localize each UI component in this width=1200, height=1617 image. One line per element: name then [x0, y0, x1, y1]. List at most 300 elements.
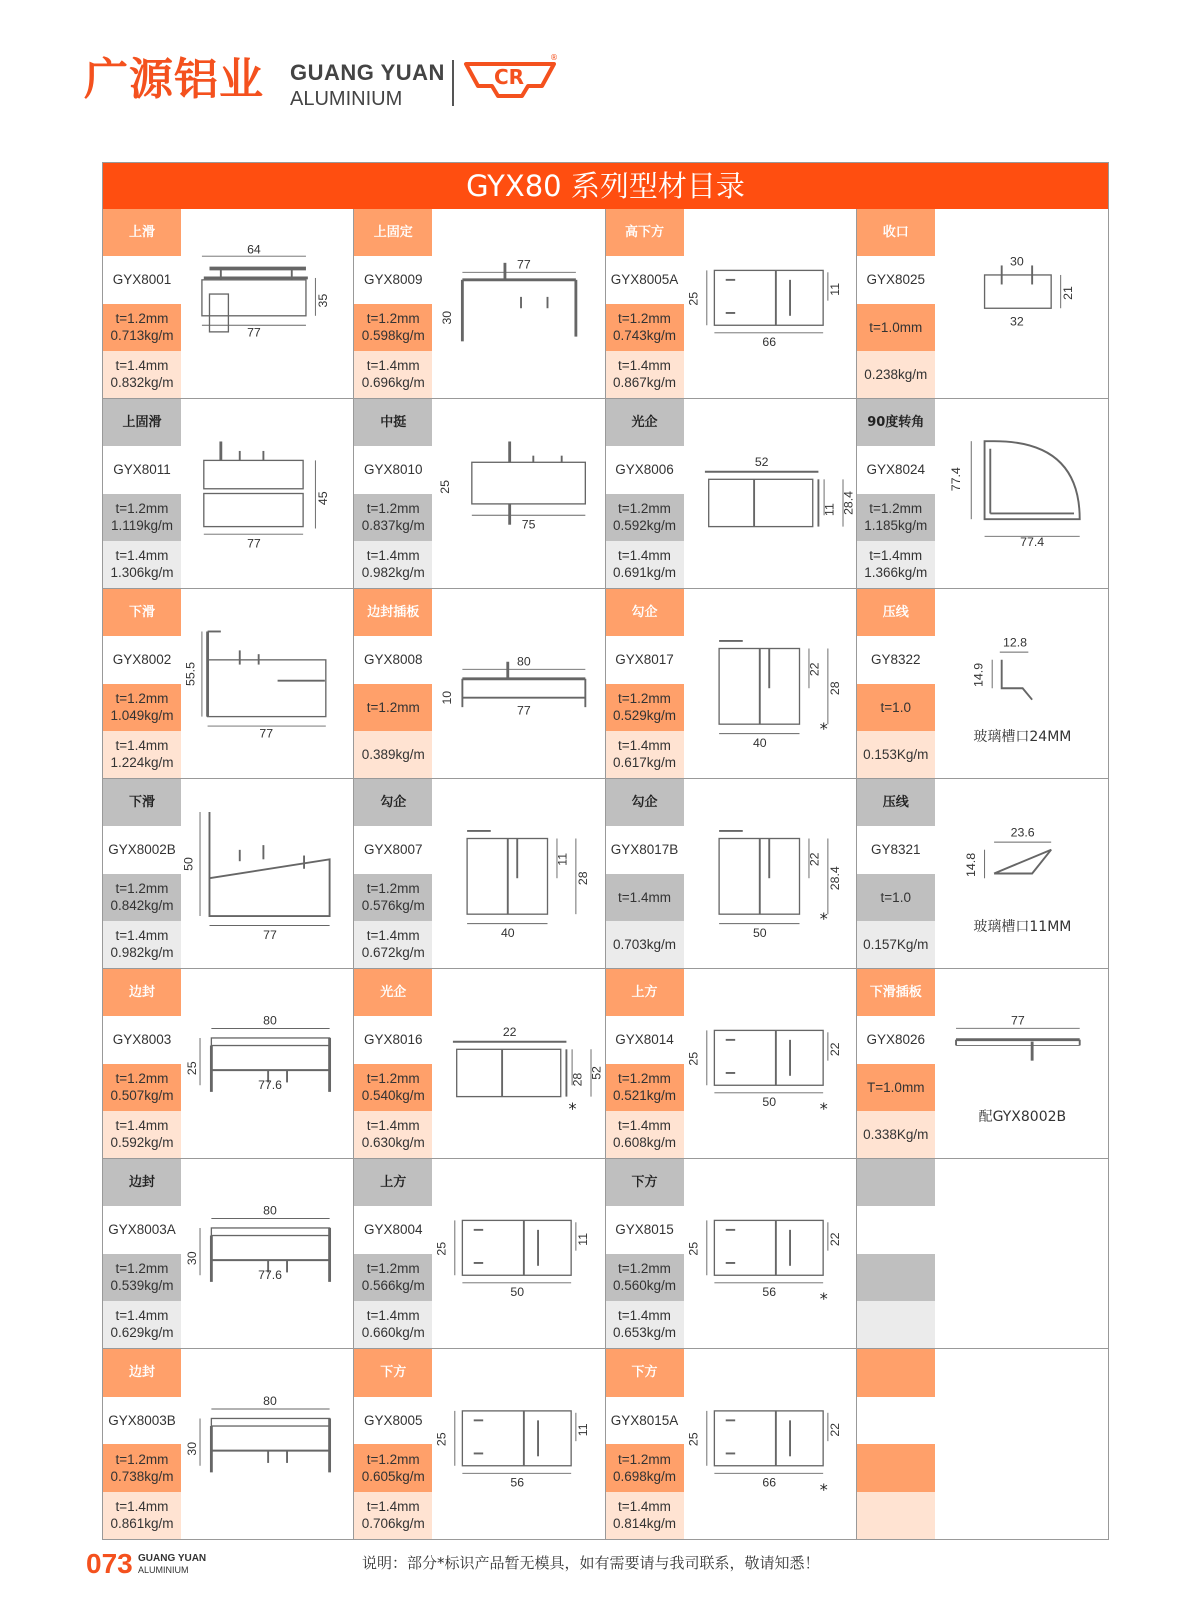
profile-cross-section	[434, 1159, 604, 1348]
dimension-label: 50	[752, 925, 767, 940]
product-info-column	[103, 969, 181, 1158]
product-spec-2: t=1.4mm 0.629kg/m	[103, 1301, 181, 1348]
product-name: 下滑	[103, 589, 181, 636]
product-info-column	[606, 209, 684, 398]
product-card	[354, 589, 605, 779]
dimension-label: 28	[576, 871, 591, 886]
dimension-label: 11	[822, 503, 837, 516]
dimension-label: 11	[555, 852, 570, 866]
no-mold-star-mark: *	[819, 1289, 828, 1308]
product-spec-1: t=1.2mm 0.507kg/m	[103, 1064, 181, 1111]
product-spec-1	[857, 1254, 935, 1301]
product-info-column	[354, 1349, 432, 1539]
product-spec-2: t=1.4mm 0.982kg/m	[103, 921, 181, 968]
profile-cross-section	[937, 399, 1108, 588]
product-code: GYX8003	[103, 1016, 181, 1063]
product-card	[606, 969, 857, 1159]
product-spec-1: t=1.2mm 0.738kg/m	[103, 1444, 181, 1492]
profile-drawing	[686, 209, 856, 398]
product-code: GYX8009	[354, 256, 432, 303]
dimension-label: 11	[576, 1232, 591, 1246]
product-card	[103, 1349, 354, 1539]
product-spec-2: t=1.4mm 1.306kg/m	[103, 541, 181, 588]
product-spec-1: t=1.2mm 0.521kg/m	[606, 1064, 684, 1111]
registered-mark: ®	[550, 53, 558, 62]
product-info-column	[103, 779, 181, 968]
dimension-label: 66	[761, 335, 776, 350]
dimension-label: 32	[1009, 314, 1024, 329]
no-mold-star-mark: *	[819, 1480, 828, 1499]
product-card	[354, 1349, 605, 1539]
product-info-column	[606, 779, 684, 968]
product-name: 勾企	[354, 779, 432, 826]
dimension-label: 25	[438, 480, 453, 494]
product-name: 收口	[857, 209, 935, 256]
profile-drawing	[937, 969, 1108, 1158]
dimension-label: 21	[1060, 286, 1075, 300]
product-spec-2: t=1.4mm 0.617kg/m	[606, 731, 684, 778]
dimension-label: 22	[806, 662, 821, 677]
product-info-column	[606, 589, 684, 778]
product-code	[857, 1397, 935, 1445]
dimension-label: 28.4	[840, 491, 855, 515]
product-code: GYX8002B	[103, 826, 181, 873]
product-spec-2: t=1.4mm 0.691kg/m	[606, 541, 684, 588]
product-info-column	[354, 779, 432, 968]
product-spec-2: t=1.4mm 0.867kg/m	[606, 351, 684, 398]
product-code: GY8321	[857, 826, 935, 873]
dimension-label: 40	[752, 735, 767, 750]
dimension-label: 25	[685, 1241, 700, 1256]
product-spec-1: t=1.2mm 0.842kg/m	[103, 874, 181, 921]
profile-cross-section	[686, 779, 856, 968]
dimension-label: 25	[685, 291, 700, 306]
product-info-column	[857, 969, 935, 1158]
dimension-label: 77.6	[258, 1078, 282, 1093]
product-name: 上方	[354, 1159, 432, 1206]
product-code: GYX8016	[354, 1016, 432, 1063]
dimension-label: 25	[434, 1241, 449, 1256]
product-name: 勾企	[606, 589, 684, 636]
product-spec-2: 0.153Kg/m	[857, 731, 935, 778]
product-info-column	[857, 1349, 935, 1539]
dimension-label: 50	[761, 1095, 776, 1110]
profile-cross-section	[937, 779, 1108, 968]
dimension-label: 14.9	[971, 662, 986, 687]
profile-cross-section	[937, 589, 1108, 778]
product-spec-2: 0.238kg/m	[857, 351, 935, 398]
profile-drawing	[686, 1159, 856, 1348]
product-info-column	[857, 589, 935, 778]
dimension-label: 22	[503, 1025, 517, 1040]
product-card	[354, 969, 605, 1159]
product-info-column	[857, 779, 935, 968]
dimension-label: 14.8	[963, 852, 978, 877]
product-code: GYX8001	[103, 256, 181, 303]
product-card	[857, 209, 1108, 399]
product-info-column	[354, 589, 432, 778]
profile-drawing	[183, 1349, 353, 1539]
product-info-column	[606, 1159, 684, 1348]
product-name: 上方	[606, 969, 684, 1016]
profile-drawing	[183, 1159, 353, 1348]
dimension-label: 77	[259, 726, 274, 741]
dimension-label: 25	[185, 1061, 200, 1076]
product-spec-2: 0.703kg/m	[606, 921, 684, 968]
product-info-column	[857, 1159, 935, 1348]
product-card	[103, 779, 354, 969]
no-mold-star-mark: *	[819, 719, 828, 738]
dimension-label: 64	[247, 242, 261, 257]
profile-drawing	[183, 779, 353, 968]
profile-drawing	[686, 589, 856, 778]
profile-drawing	[937, 1159, 1108, 1348]
product-spec-2	[857, 1301, 935, 1348]
product-card	[857, 1349, 1108, 1539]
dimension-label: 22	[827, 1232, 842, 1247]
product-card	[354, 1159, 605, 1349]
profile-cross-section	[686, 399, 856, 588]
dimension-label: 80	[517, 654, 531, 669]
product-spec-1: t=1.2mm 1.049kg/m	[103, 684, 181, 731]
product-spec-2: t=1.4mm 1.224kg/m	[103, 731, 181, 778]
footer-brand: GUANG YUAN	[138, 1553, 207, 1564]
product-spec-1: t=1.2mm 0.560kg/m	[606, 1254, 684, 1301]
dimension-label: 11	[827, 282, 842, 296]
product-name: 上固定	[354, 209, 432, 256]
product-code: GYX8017	[606, 636, 684, 683]
dimension-label: 77	[517, 703, 531, 718]
product-name: 边封	[103, 1349, 181, 1397]
product-spec-1: t=1.0mm	[857, 304, 935, 351]
profile-drawing	[937, 399, 1108, 588]
product-name: 勾企	[606, 779, 684, 826]
dimension-label: 45	[315, 491, 330, 506]
dimension-label: 22	[806, 852, 821, 867]
page-number: 073	[86, 1548, 133, 1579]
dimension-label: 25	[685, 1432, 700, 1447]
dimension-label: 80	[263, 1394, 277, 1409]
product-code: GYX8008	[354, 636, 432, 683]
product-code: GYX8024	[857, 446, 935, 493]
product-spec-1: t=1.2mm 1.119kg/m	[103, 494, 181, 541]
product-spec-1: t=1.2mm 0.605kg/m	[354, 1444, 432, 1492]
brand-divider	[452, 60, 454, 106]
profile-drawing	[434, 399, 604, 588]
glass-slot-note: 玻璃槽口11MM	[973, 919, 1072, 935]
product-spec-1: t=1.0	[857, 874, 935, 921]
profile-cross-section	[686, 1349, 856, 1539]
product-name: 压线	[857, 589, 935, 636]
dimension-label: 77.4	[948, 467, 963, 492]
profile-cross-section	[686, 1159, 856, 1348]
dimension-label: 28	[827, 681, 842, 696]
glass-slot-note: 玻璃槽口24MM	[973, 729, 1072, 745]
profile-drawing	[686, 969, 856, 1158]
product-name: 下方	[606, 1349, 684, 1397]
dimension-label: 75	[521, 517, 536, 532]
profile-drawing	[434, 779, 604, 968]
product-card	[857, 779, 1108, 969]
dimension-label: 80	[263, 1013, 277, 1028]
profile-drawing	[937, 1349, 1108, 1539]
product-card	[606, 399, 857, 589]
profile-cross-section	[183, 969, 353, 1158]
product-info-column	[354, 969, 432, 1158]
product-code: GYX8026	[857, 1016, 935, 1063]
profile-cross-section	[183, 209, 353, 398]
product-catalog-table	[102, 162, 1109, 1540]
product-name: 下方	[606, 1159, 684, 1206]
product-spec-1: t=1.2mm 0.837kg/m	[354, 494, 432, 541]
profile-drawing	[183, 209, 353, 398]
profile-cross-section	[183, 779, 353, 968]
no-mold-star-mark: *	[568, 1099, 577, 1118]
brand-subtitle-en: ALUMINIUM	[290, 88, 403, 110]
product-name: 光企	[606, 399, 684, 446]
dimension-label: 28.4	[827, 866, 842, 891]
product-card	[103, 969, 354, 1159]
product-card	[103, 209, 354, 399]
product-name	[857, 1349, 935, 1397]
glass-slot-note: 配GYX8002B	[978, 1109, 1067, 1125]
product-card	[606, 209, 857, 399]
product-spec-2: t=1.4mm 0.696kg/m	[354, 351, 432, 398]
dimension-label: 77.4	[1019, 534, 1044, 549]
product-spec-1: t=1.2mm 1.185kg/m	[857, 494, 935, 541]
product-spec-1: t=1.0	[857, 684, 935, 731]
product-name: 边封	[103, 969, 181, 1016]
dimension-label: 25	[685, 1051, 700, 1066]
profile-drawing	[937, 589, 1108, 778]
profile-cross-section	[937, 969, 1108, 1158]
product-name: 高下方	[606, 209, 684, 256]
product-card	[103, 589, 354, 779]
product-spec-2	[857, 1492, 935, 1540]
dimension-label: 80	[263, 1203, 277, 1218]
svg-text:CR: CR	[494, 65, 525, 89]
product-info-column	[103, 1349, 181, 1539]
product-info-column	[606, 969, 684, 1158]
dimension-label: 30	[185, 1441, 200, 1456]
product-card	[857, 1159, 1108, 1349]
profile-drawing	[686, 779, 856, 968]
product-spec-2: t=1.4mm 0.630kg/m	[354, 1111, 432, 1158]
profile-cross-section	[686, 209, 856, 398]
dimension-label: 22	[827, 1042, 842, 1057]
profile-drawing	[183, 969, 353, 1158]
profile-drawing	[183, 589, 353, 778]
product-code: GYX8005A	[606, 256, 684, 303]
product-spec-2: t=1.4mm 0.832kg/m	[103, 351, 181, 398]
product-code: GYX8003B	[103, 1397, 181, 1445]
profile-cross-section	[937, 1349, 1108, 1539]
dimension-label: 56	[510, 1475, 525, 1490]
product-spec-1: t=1.2mm 0.540kg/m	[354, 1064, 432, 1111]
profile-cross-section	[434, 969, 604, 1158]
profile-drawing	[686, 399, 856, 588]
dimension-label: 50	[510, 1285, 525, 1300]
product-spec-2: t=1.4mm 0.982kg/m	[354, 541, 432, 588]
product-card	[606, 1159, 857, 1349]
product-name: 边封插板	[354, 589, 432, 636]
profile-drawing	[434, 1159, 604, 1348]
product-name	[857, 1159, 935, 1206]
product-code: GYX8011	[103, 446, 181, 493]
dimension-label: 11	[576, 1423, 591, 1437]
product-spec-2: t=1.4mm 0.608kg/m	[606, 1111, 684, 1158]
profile-cross-section	[937, 1159, 1108, 1348]
dimension-label: 40	[501, 925, 515, 940]
dimension-label: 35	[315, 293, 330, 308]
product-spec-2: t=1.4mm 0.861kg/m	[103, 1492, 181, 1540]
product-name: 上滑	[103, 209, 181, 256]
dimension-label: 25	[434, 1432, 449, 1447]
dimension-label: 22	[827, 1422, 842, 1437]
product-name: 90度转角	[857, 399, 935, 446]
product-code: GYX8025	[857, 256, 935, 303]
dimension-label: 77	[263, 927, 277, 942]
product-code: GYX8014	[606, 1016, 684, 1063]
product-code: GYX8015A	[606, 1397, 684, 1445]
brand-header	[84, 50, 604, 120]
dimension-label: 12.8	[1002, 635, 1027, 650]
product-info-column	[103, 1159, 181, 1348]
product-card	[354, 779, 605, 969]
profile-cross-section	[937, 209, 1108, 398]
product-spec-2: t=1.4mm 0.592kg/m	[103, 1111, 181, 1158]
profile-cross-section	[434, 779, 604, 968]
product-card	[857, 969, 1108, 1159]
dimension-label: 10	[440, 690, 455, 705]
product-spec-1: T=1.0mm	[857, 1064, 935, 1111]
dimension-label: 56	[761, 1285, 776, 1300]
product-code: GYX8010	[354, 446, 432, 493]
product-info-column	[857, 209, 935, 398]
dimension-label: 23.6	[1010, 825, 1035, 840]
profile-drawing	[434, 969, 604, 1158]
product-spec-1: t=1.2mm	[354, 684, 432, 731]
product-code: GY8322	[857, 636, 935, 683]
product-spec-1: t=1.2mm 0.566kg/m	[354, 1254, 432, 1301]
product-name: 下方	[354, 1349, 432, 1397]
product-code: GYX8004	[354, 1206, 432, 1253]
product-spec-2: 0.157Kg/m	[857, 921, 935, 968]
product-info-column	[354, 399, 432, 588]
dimension-label: 28	[570, 1072, 585, 1087]
product-grid	[103, 209, 1108, 1539]
product-code: GYX8017B	[606, 826, 684, 873]
product-spec-2: t=1.4mm 0.660kg/m	[354, 1301, 432, 1348]
profile-cross-section	[686, 969, 856, 1158]
product-card	[354, 399, 605, 589]
product-spec-2: 0.338Kg/m	[857, 1111, 935, 1158]
product-info-column	[857, 399, 935, 588]
product-info-column	[103, 209, 181, 398]
dimension-label: 55.5	[183, 662, 198, 686]
product-info-column	[606, 1349, 684, 1539]
product-spec-2: 0.389kg/m	[354, 731, 432, 778]
profile-drawing	[434, 209, 604, 398]
product-info-column	[606, 399, 684, 588]
product-card	[354, 209, 605, 399]
product-spec-1: t=1.2mm 0.529kg/m	[606, 684, 684, 731]
dimension-label: 30	[185, 1251, 200, 1266]
profile-drawing	[434, 589, 604, 778]
profile-cross-section	[434, 1349, 604, 1539]
no-mold-star-mark: *	[819, 1099, 828, 1118]
profile-cross-section	[686, 589, 856, 778]
profile-cross-section	[434, 209, 604, 398]
product-spec-1: t=1.2mm 0.743kg/m	[606, 304, 684, 351]
product-code: GYX8006	[606, 446, 684, 493]
product-code: GYX8007	[354, 826, 432, 873]
product-name: 下滑	[103, 779, 181, 826]
product-info-column	[103, 399, 181, 588]
product-code: GYX8005	[354, 1397, 432, 1445]
dimension-label: 52	[754, 455, 769, 470]
product-spec-1: t=1.2mm 0.539kg/m	[103, 1254, 181, 1301]
product-spec-2: t=1.4mm 0.672kg/m	[354, 921, 432, 968]
profile-cross-section	[183, 1349, 353, 1539]
profile-drawing	[937, 209, 1108, 398]
dimension-label: 52	[589, 1066, 604, 1080]
brand-name-en: GUANG YUAN	[290, 60, 445, 85]
profile-drawing	[183, 399, 353, 588]
profile-cross-section	[183, 1159, 353, 1348]
product-code: GYX8003A	[103, 1206, 181, 1253]
profile-drawing	[937, 779, 1108, 968]
profile-cross-section	[434, 589, 604, 778]
product-card	[606, 779, 857, 969]
product-spec-1: t=1.2mm 0.698kg/m	[606, 1444, 684, 1492]
product-spec-2: t=1.4mm 0.814kg/m	[606, 1492, 684, 1540]
dimension-label: 77	[247, 325, 261, 340]
profile-cross-section	[434, 399, 604, 588]
product-name: 压线	[857, 779, 935, 826]
dimension-label: 30	[440, 310, 455, 325]
product-spec-2: t=1.4mm 0.653kg/m	[606, 1301, 684, 1348]
product-info-column	[354, 209, 432, 398]
product-info-column	[103, 589, 181, 778]
profile-cross-section	[183, 589, 353, 778]
brand-name-cn: 广源铝业	[84, 54, 264, 105]
product-card	[857, 399, 1108, 589]
product-spec-1: t=1.2mm 0.592kg/m	[606, 494, 684, 541]
no-mold-star-mark: *	[819, 909, 828, 928]
footer-note: 说明：部分*标识产品暂无模具，如有需要请与我司联系，敬请知悉！	[362, 1554, 820, 1572]
product-spec-2: t=1.4mm 1.366kg/m	[857, 541, 935, 588]
catalog-title: GYX80 系列型材目录	[103, 163, 1108, 209]
product-spec-1: t=1.2mm 0.576kg/m	[354, 874, 432, 921]
dimension-label: 66	[761, 1475, 776, 1490]
product-name: 光企	[354, 969, 432, 1016]
product-code: GYX8002	[103, 636, 181, 683]
product-spec-1: t=1.4mm	[606, 874, 684, 921]
product-code	[857, 1206, 935, 1253]
dimension-label: 77	[517, 257, 531, 272]
product-info-column	[354, 1159, 432, 1348]
profile-drawing	[434, 1349, 604, 1539]
product-name: 边封	[103, 1159, 181, 1206]
product-card	[857, 589, 1108, 779]
product-spec-1	[857, 1444, 935, 1492]
product-card	[606, 589, 857, 779]
dimension-label: 77	[1010, 1013, 1025, 1028]
profile-drawing	[686, 1349, 856, 1539]
product-spec-1: t=1.2mm 0.598kg/m	[354, 304, 432, 351]
dimension-label: 50	[181, 857, 196, 871]
